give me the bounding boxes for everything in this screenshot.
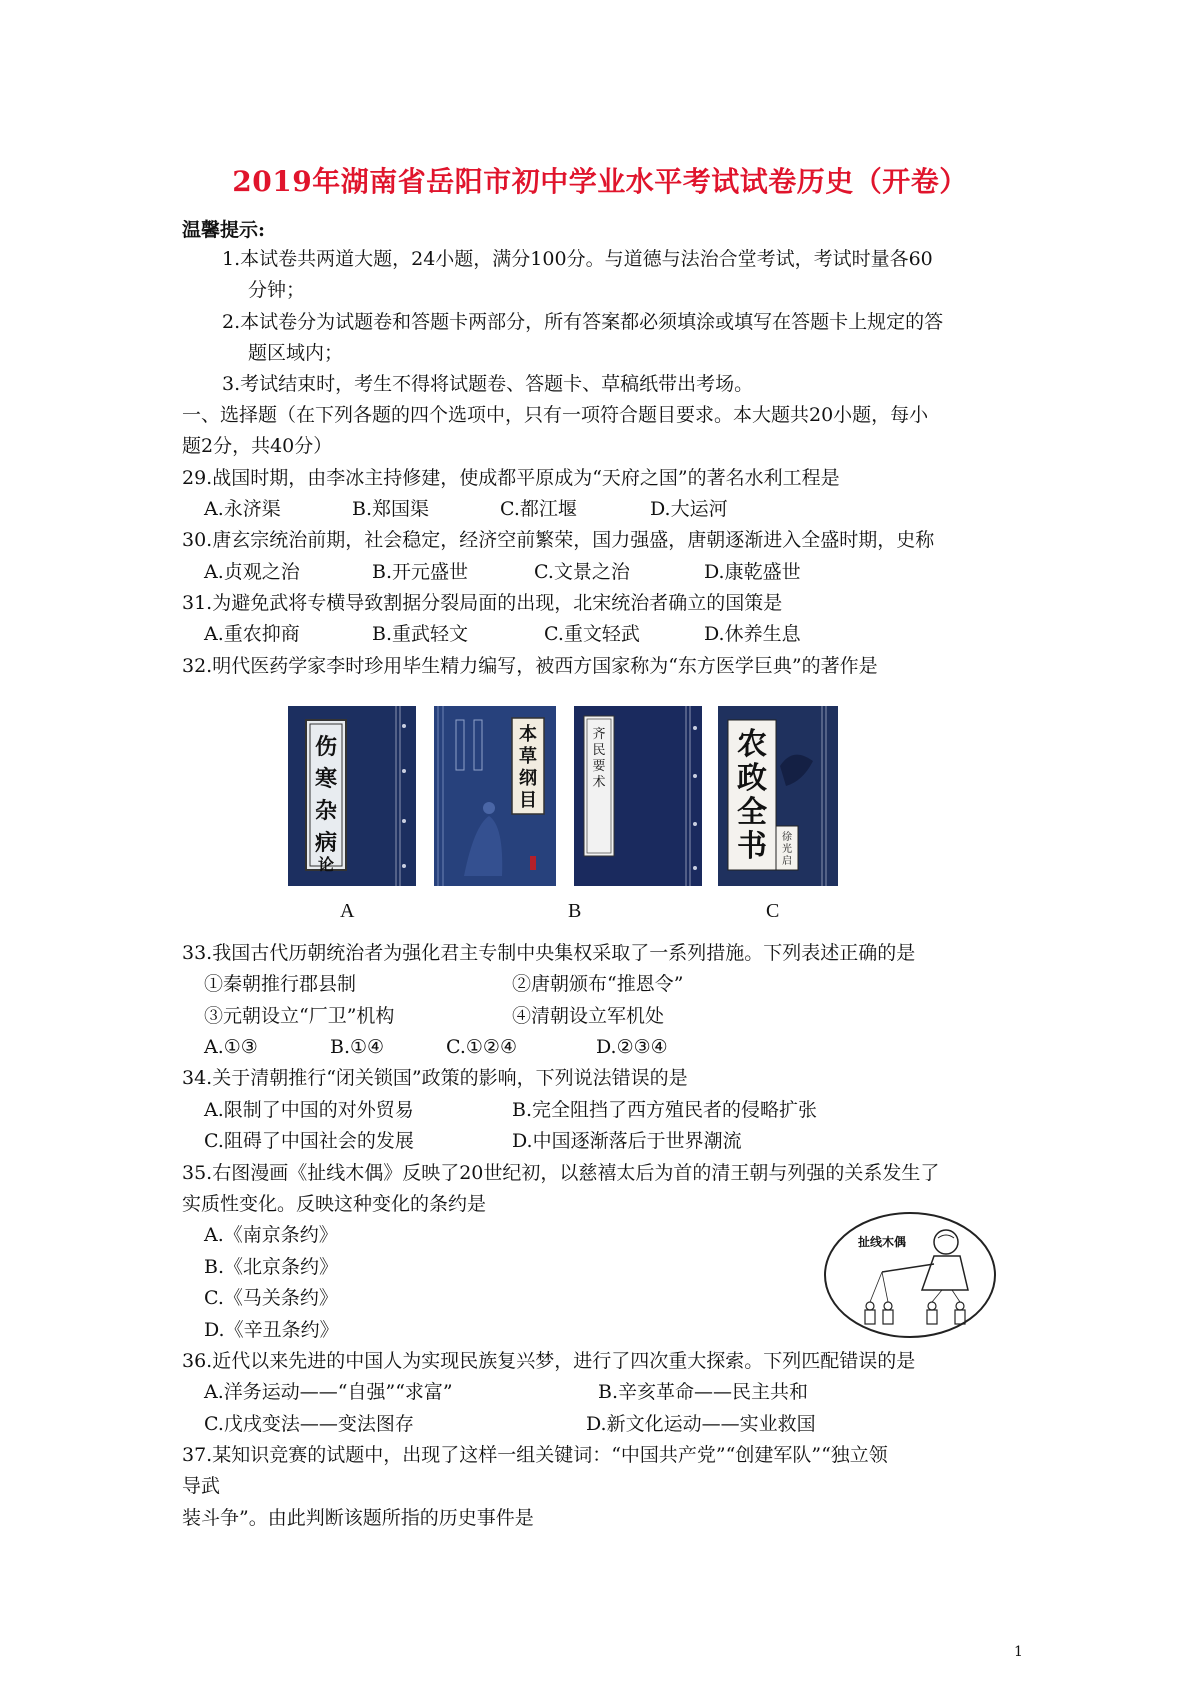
svg-text:病: 病	[314, 830, 338, 856]
q29-option-a: A.永济渠	[204, 498, 281, 520]
svg-text:全: 全	[737, 795, 767, 830]
q33-option-b: B.①④	[330, 1036, 385, 1058]
section-heading: 一、选择题（在下列各题的四个选项中，只有一项符合题目要求。本大题共20小题，每小	[182, 404, 929, 426]
q34-option-c: C.阻碍了中国社会的发展	[204, 1130, 414, 1152]
q31-option-a: A.重农抑商	[204, 623, 300, 645]
svg-text:草: 草	[519, 746, 537, 767]
tip-1-cont: 分钟；	[248, 279, 306, 301]
q37-stem-line3: 装斗争”。由此判断该题所指的历史事件是	[182, 1507, 534, 1529]
q36-option-a: A.洋务运动——“自强”“求富”	[204, 1381, 453, 1403]
q33-option-a: A.①③	[204, 1036, 258, 1058]
tip-2: 2.本试卷分为试题卷和答题卡两部分，所有答案都必须填涂或填写在答题卡上规定的答	[222, 311, 944, 333]
q35-stem-line1: 35.右图漫画《扯线木偶》反映了20世纪初，以慈禧太后为首的清王朝与列强的关系发生了	[182, 1162, 940, 1184]
q36-option-c: C.戊戌变法——变法图存	[204, 1413, 414, 1435]
q35-option-d: D.《辛丑条约》	[204, 1319, 339, 1341]
tip-1: 1.本试卷共两道大题，24小题，满分100分。与道德与法治合堂考试，考试时量各60	[222, 248, 933, 270]
svg-text:论: 论	[317, 855, 335, 874]
svg-text:农: 农	[737, 727, 767, 762]
svg-text:本: 本	[519, 724, 537, 745]
q31-option-c: C.重文轻武	[544, 623, 640, 645]
cartoon-label: 扯线木偶	[857, 1235, 907, 1249]
q33-item-3: ③元朝设立“厂卫”机构	[204, 1005, 395, 1027]
q37-stem-line1: 37.某知识竞赛的试题中，出现了这样一组关键词：“中国共产党”“创建军队”“独立领	[182, 1444, 888, 1466]
q35-option-c: C.《马关条约》	[204, 1287, 338, 1309]
q35-stem-line2: 实质性变化。反映这种变化的条约是	[182, 1193, 487, 1215]
q32-caption-b: B	[568, 900, 582, 922]
q31-option-b: B.重武轻文	[372, 623, 469, 645]
q33-option-d: D.②③④	[596, 1036, 668, 1058]
q37-stem-line2: 导武	[182, 1475, 221, 1497]
q32-caption-a: A	[340, 900, 355, 922]
q29-stem: 29.战国时期，由李冰主持修建，使成都平原成为“天府之国”的著名水利工程是	[182, 467, 840, 489]
q30-stem: 30.唐玄宗统治前期，社会稳定，经济空前繁荣，国力强盛，唐朝逐渐进入全盛时期，史称	[182, 529, 935, 551]
tip-3: 3.考试结束时，考生不得将试题卷、答题卡、草稿纸带出考场。	[222, 373, 754, 395]
q36-option-b: B.辛亥革命——民主共和	[598, 1381, 809, 1403]
svg-text:启: 启	[782, 856, 792, 867]
svg-text:书: 书	[737, 829, 767, 864]
q33-item-2: ②唐朝颁布“推恩令”	[512, 973, 684, 995]
q29-option-b: B.郑国渠	[352, 498, 430, 520]
book-cover-qimin	[574, 706, 702, 886]
q29-option-d: D.大运河	[650, 498, 728, 520]
book-cover-shanghan	[288, 706, 416, 886]
q30-option-d: D.康乾盛世	[704, 561, 801, 583]
q34-option-d: D.中国逐渐落后于世界潮流	[512, 1130, 742, 1152]
svg-text:光: 光	[782, 844, 792, 855]
tip-2-cont: 题区域内；	[248, 342, 344, 364]
q30-option-a: A.贞观之治	[204, 561, 300, 583]
q33-stem: 33.我国古代历朝统治者为强化君主专制中央集权采取了一系列措施。下列表述正确的是	[182, 942, 916, 964]
svg-text:杂: 杂	[314, 798, 338, 824]
q35-option-b: B.《北京条约》	[204, 1256, 339, 1278]
q36-stem: 36.近代以来先进的中国人为实现民族复兴梦，进行了四次重大探索。下列匹配错误的是	[182, 1350, 916, 1372]
q31-stem: 31.为避免武将专横导致割据分裂局面的出现，北宋统治者确立的国策是	[182, 592, 783, 614]
q30-option-c: C.文景之治	[534, 561, 630, 583]
svg-text:术: 术	[592, 775, 606, 790]
svg-text:徐: 徐	[782, 832, 792, 843]
svg-text:寒: 寒	[314, 766, 338, 792]
svg-text:目: 目	[519, 790, 537, 811]
tips-heading: 温馨提示:	[182, 219, 266, 241]
q30-option-b: B.开元盛世	[372, 561, 469, 583]
svg-text:民: 民	[592, 743, 606, 758]
svg-text:伤: 伤	[314, 734, 338, 760]
q32-stem: 32.明代医药学家李时珍用毕生精力编写，被西方国家称为“东方医学巨典”的著作是	[182, 655, 878, 677]
exam-title: 2019年湖南省岳阳市初中学业水平考试试卷历史（开卷）	[232, 165, 968, 198]
svg-text:纲: 纲	[519, 768, 537, 789]
svg-text:齐: 齐	[592, 727, 606, 742]
q29-option-c: C.都江堰	[500, 498, 577, 520]
book-cover-nongzheng	[718, 706, 838, 886]
svg-text:政: 政	[737, 761, 767, 796]
q36-option-d: D.新文化运动——实业救国	[586, 1413, 816, 1435]
book-cover-bencao	[434, 706, 556, 886]
q33-option-c: C.①②④	[446, 1036, 517, 1058]
q32-caption-c: C	[766, 900, 780, 922]
q34-option-a: A.限制了中国的对外贸易	[204, 1099, 414, 1121]
q34-stem: 34.关于清朝推行“闭关锁国”政策的影响，下列说法错误的是	[182, 1067, 688, 1089]
section-heading-cont: 题2分，共40分）	[182, 435, 333, 457]
page-number: 1	[1014, 1644, 1023, 1660]
q35-option-a: A.《南京条约》	[204, 1224, 338, 1246]
q31-option-d: D.休养生息	[704, 623, 801, 645]
puppet-cartoon	[822, 1210, 998, 1344]
q33-item-1: ①秦朝推行郡县制	[204, 973, 357, 995]
q34-option-b: B.完全阻挡了西方殖民者的侵略扩张	[512, 1099, 818, 1121]
q33-item-4: ④清朝设立军机处	[512, 1005, 665, 1027]
svg-text:要: 要	[592, 759, 606, 774]
